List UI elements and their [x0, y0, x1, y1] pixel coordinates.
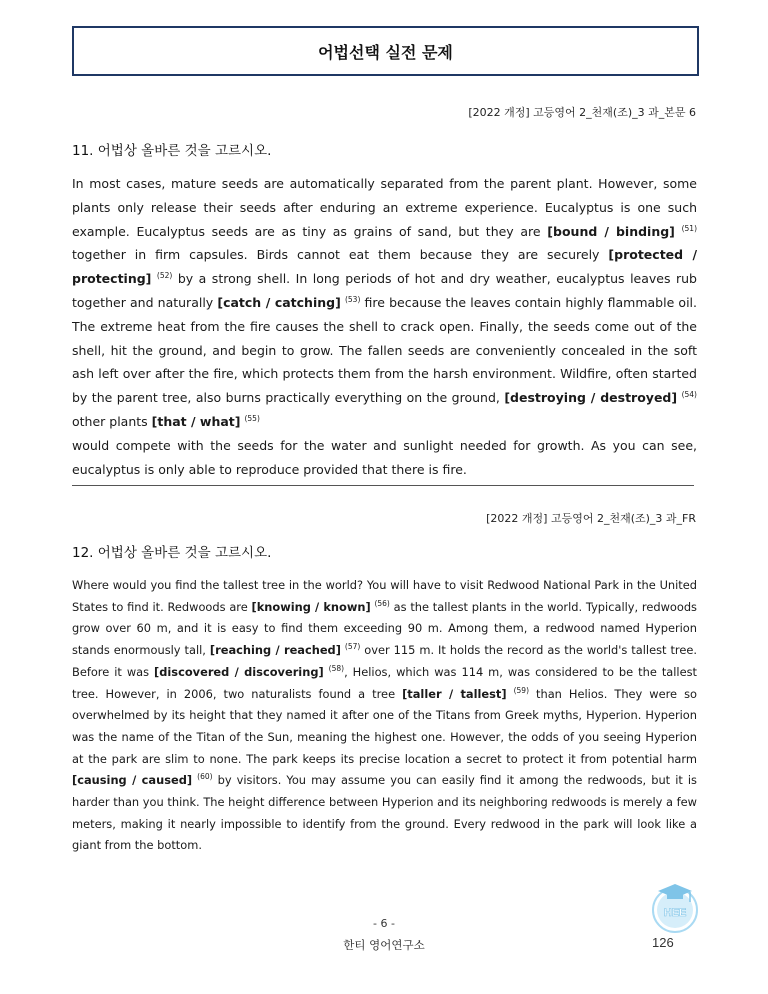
choice-57[interactable]: [reaching / reached] — [209, 643, 341, 658]
page-title: 어법선택 실전 문제 — [318, 42, 453, 62]
passage-text: other plants — [72, 413, 152, 429]
passage-text: than Helios. They were so overwhelmed by its height that they named it after one of the Titans from Greek myths, Hyperion. Hyperion was the name of the Titan of the Sun, meaning the highest one. However, the odds of you seeing Hyperion at the park are slim to none. The park keeps its precise location a secret to protect it from potential harm — [72, 686, 697, 766]
choice-60[interactable]: [causing / caused] — [72, 773, 193, 788]
passage-text: would compete with the seeds for the water and sunlight needed for growth. As you can see, eucalyptus is only able to reproduce provided that there is fire. — [72, 437, 697, 477]
passage-text: by visitors. You may assume you can easily find it among the redwoods, but it is harder than you think. The height difference between Hyperion and its neighboring redwoods is merely a few meters, making it nearly impossible to identify from the ground. Every redwood in the park will look like a giant from the bottom. — [72, 773, 697, 853]
choice-59[interactable]: [taller / tallest] — [402, 686, 507, 701]
q12-source: [2022 개정] 고등영어 2_천재(조)_3 과_FR — [486, 512, 696, 525]
footer-number: 126 — [652, 935, 674, 950]
question-number-56: (56) — [374, 598, 390, 608]
choice-56[interactable]: [knowing / known] — [251, 599, 371, 614]
question-number-57: (57) — [344, 642, 361, 652]
section-divider — [72, 485, 694, 486]
q11-passage — [72, 172, 697, 481]
footer-organization: 한티 영어연구소 — [343, 938, 425, 952]
passage-text: , Helios, which was 114 m, was considered to be the tallest tree. However, in 2006, two naturalists found a tree — [72, 664, 697, 701]
passage-text: by a strong shell. In long periods of hot and dry weather, eucalyptus leaves rub together and naturally — [72, 271, 697, 310]
passage-text: together in firm capsules. Birds cannot eat them because they are securely — [72, 247, 609, 263]
choice-58[interactable]: [discovered / discovering] — [154, 664, 324, 679]
q11-source: [2022 개정] 고등영어 2_천재(조)_3 과_본문 6 — [468, 106, 696, 119]
question-number-60: (60) — [197, 772, 213, 782]
q11-title: 11. 어법상 올바른 것을 고르시오. — [72, 143, 272, 159]
question-number-53: (53) — [344, 294, 361, 304]
choice-52[interactable]: [protected / protecting] — [72, 247, 698, 287]
question-number-52: (52) — [156, 271, 173, 281]
question-number-59: (59) — [513, 685, 529, 695]
q12-passage — [72, 575, 697, 857]
question-number-51: (51) — [681, 223, 697, 233]
logo-text: HEE — [663, 907, 687, 919]
question-number-58: (58) — [328, 664, 345, 674]
q12-title: 12. 어법상 올바른 것을 고르시오. — [72, 545, 272, 561]
passage-text: In most cases, mature seeds are automatically separated from the parent plant. However, some plants only release their seeds after enduring an extreme experience. Eucalyptus is one such example. Eucalyptus seeds are as tiny as grains of sand, but they are — [72, 176, 697, 239]
page-title-box — [72, 26, 699, 76]
page-number: - 6 - — [373, 917, 395, 930]
choice-51[interactable]: [bound / binding] — [547, 223, 675, 239]
question-number-55: (55) — [244, 413, 260, 423]
passage-text: over 115 m. It holds the record as the world's tallest tree. Before it was — [72, 643, 697, 679]
choice-54[interactable]: [destroying / destroyed] — [504, 390, 678, 406]
question-number-54: (54) — [681, 390, 697, 400]
passage-text: as the tallest plants in the world. Typically, redwoods grow over 60 m, and it is easy to find them exceeding 90 m. Among them, a redwood named Hyperion stands enormously tall, — [72, 599, 697, 658]
passage-text: fire because the leaves contain highly flammable oil. The extreme heat from the fire causes the shell to crack open. Finally, the seeds come out of the shell, hit the ground, and begin to grow. The fallen seeds are conveniently concealed in the soft ash left over after the fire, which protects them from the harsh environment. Wildfire, often started by the parent tree, also burns practically everything on the ground, — [72, 294, 697, 406]
choice-53[interactable]: [catch / catching] — [217, 294, 341, 310]
passage-text: Where would you find the tallest tree in the world? You will have to visit Redwood National Park in the United States to find it. Redwoods are — [72, 578, 697, 614]
choice-55[interactable]: [that / what] — [151, 413, 241, 429]
